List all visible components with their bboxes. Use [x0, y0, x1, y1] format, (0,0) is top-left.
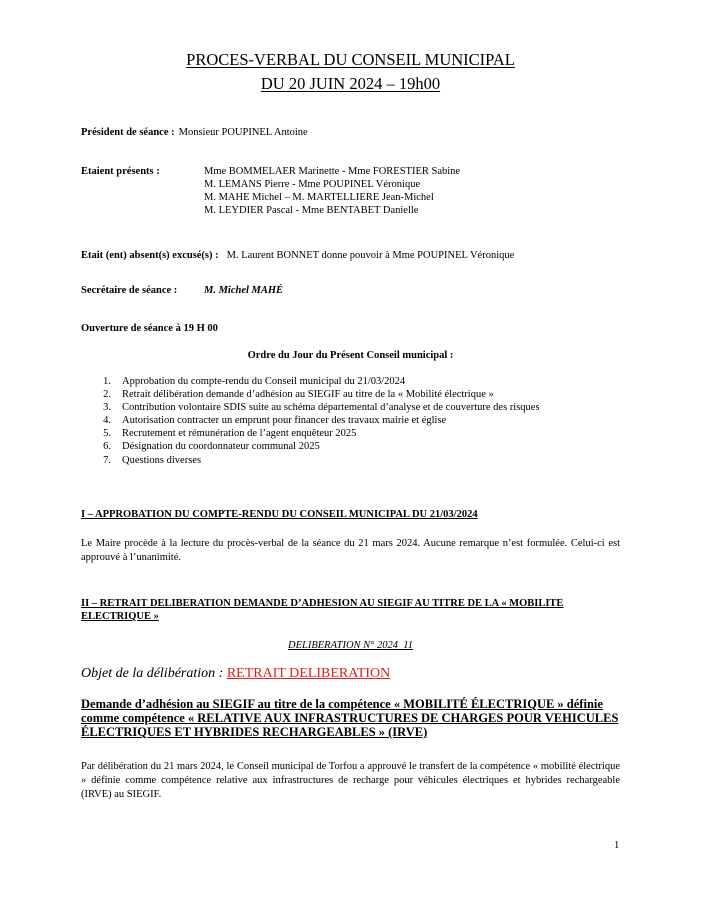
absents-row — [81, 245, 514, 263]
section1-text: Le Maire procède à la lecture du procès-verbal de la séance du 21 mars 2024. Aucune remarque n’est formulée. Celui-ci est approuvé à l’unanimité. — [81, 538, 620, 563]
president-value: Monsieur POUPINEL Antoine — [178, 127, 308, 138]
agenda-item-num-4: 4. — [103, 415, 111, 426]
president-row — [81, 122, 308, 140]
president-label: Président de séance : — [81, 127, 175, 138]
agenda-item-num-3: 3. — [103, 402, 111, 413]
page-title-line2: DU 20 JUIN 2024 – 19h00 — [260, 74, 441, 93]
secretaire-value: M. Michel MAHÉ — [204, 285, 284, 296]
agenda-item-1: Approbation du compte-rendu du Conseil municipal du 21/03/2024 — [122, 376, 406, 387]
agenda-item-4: Autorisation contracter un emprunt pour financer des travaux mairie et église — [122, 415, 447, 426]
section2-heading: II – RETRAIT DELIBERATION DEMANDE D’ADHESION AU SIEGIF AU TITRE DE LA « MOBILITE ELECTRIQUE » — [81, 598, 564, 622]
agenda-item-7: Questions diverses — [122, 455, 202, 466]
absents-value: M. Laurent BONNET donne pouvoir à Mme POUPINEL Véronique — [226, 250, 515, 261]
agenda-item-num-2: 2. — [103, 389, 111, 400]
secretaire-label: Secrétaire de séance : — [81, 285, 178, 296]
presents-label: Etaient présents : — [81, 166, 160, 177]
agenda-item-2: Retrait délibération demande d’adhésion au SIEGIF au titre de la « Mobilité électrique » — [122, 389, 494, 400]
page-number: 1 — [614, 840, 620, 851]
demande-heading: Demande d’adhésion au SIEGIF au titre de la compétence « MOBILITÉ ÉLECTRIQUE » définie comme compétence « RELATIVE AUX INFRASTRUCTURES DE CHARGES POUR VEHICULES ÉLECTRIQUES ET HYBRIDES RECHARGEABLES » (IRVE) — [81, 697, 619, 739]
absents-label: Etait (ent) absent(s) excusé(s) : — [81, 250, 219, 261]
agenda-heading: Ordre du Jour du Présent Conseil municipal : — [247, 350, 454, 361]
agenda-item-6: Désignation du coordonnateur communal 2025 — [122, 441, 320, 452]
agenda-item-num-7: 7. — [103, 455, 111, 466]
presents-line-3: M. MAHE Michel – M. MARTELLIERE Jean-Michel — [204, 192, 434, 203]
agenda-item-num-5: 5. — [103, 428, 111, 439]
agenda-item-5: Recrutement et rémunération de l’agent enquêteur 2025 — [122, 428, 357, 439]
section1-heading: I – APPROBATION DU COMPTE-RENDU DU CONSEIL MUNICIPAL DU 21/03/2024 — [81, 509, 478, 520]
objet-row — [81, 666, 390, 682]
agenda-item-num-6: 6. — [103, 441, 111, 452]
agenda-item-num-1: 1. — [103, 376, 111, 387]
section2-text: Par délibération du 21 mars 2024, le Conseil municipal de Torfou a approuvé le transfert de la compétence « mobilité électrique » définie comme compétence relative aux infrastructures de recharge pour véhicules électriques et hybrides rechargeable (IRVE) au SIEGIF. — [81, 761, 620, 800]
objet-label: Objet de la délibération : — [81, 666, 224, 681]
presents-line-1: Mme BOMMELAER Marinette - Mme FORESTIER Sabine — [204, 166, 461, 177]
deliberation-number: DELIBERATION N° 2024_11 — [288, 640, 413, 651]
page-title-line1: PROCES-VERBAL DU CONSEIL MUNICIPAL — [186, 50, 515, 69]
agenda-item-3: Contribution volontaire SDIS suite au schéma départemental d’analyse et de couverture des risques — [122, 402, 540, 413]
ouverture-text: Ouverture de séance à 19 H 00 — [81, 323, 218, 334]
presents-line-4: M. LEYDIER Pascal - Mme BENTABET Danielle — [204, 205, 419, 216]
objet-value: RETRAIT DELIBERATION — [226, 666, 391, 681]
presents-line-2: M. LEMANS Pierre - Mme POUPINEL Véronique — [204, 179, 421, 190]
